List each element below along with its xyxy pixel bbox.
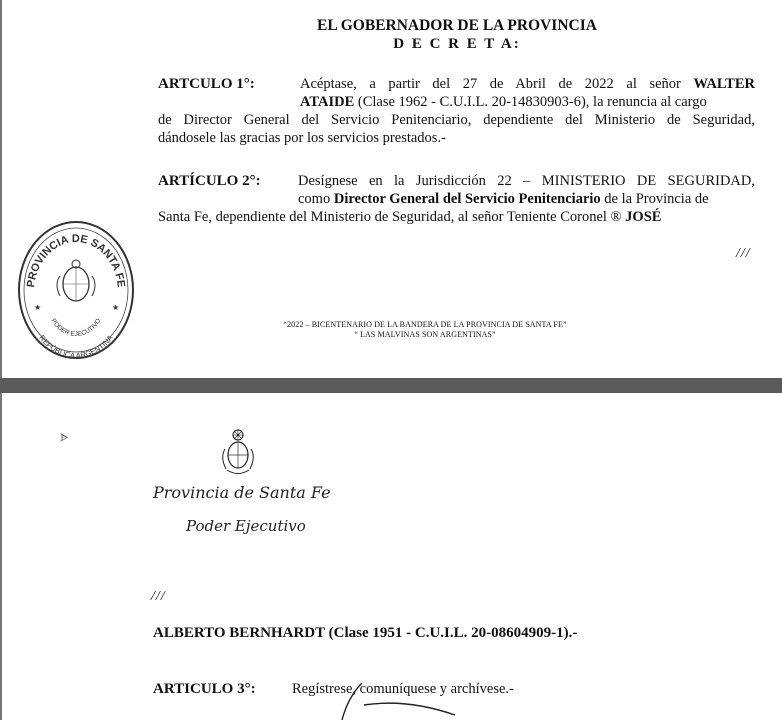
scan-speck: ᗌ [60,431,69,445]
article-2-text: Santa Fe, dependiente del Ministerio de Seguridad, al señor Teniente Coronel ® [158,209,626,225]
article-2-line-3 [158,209,661,226]
article-1-line-1 [300,76,755,93]
appointee-name-line: ALBERTO BERNHARDT (Clase 1951 - C.U.I.L. 20-08604909-1).- [153,625,578,641]
continuation-mark: /// [151,589,166,604]
seal-bottom-text: REPÚBLICA ARGENTINA [37,333,115,361]
letterhead-province: Provincia de Santa Fe [153,483,331,502]
article-2-line-2 [298,191,709,208]
article-1-label: ARTCULO 1°: [158,76,255,92]
decree-subheading: D E C R E T A: [393,36,521,52]
person-name-first: WALTER [693,76,755,92]
article-3-label: ARTICULO 3°: [153,681,256,697]
article-2-label: ARTÍCULO 2°: [158,173,261,189]
official-seal-stamp [14,214,138,364]
letterhead-executive: Poder Ejecutivo [186,517,306,535]
seal-middle-text: PODER EJECUTIVO [49,317,103,339]
footer-line-1: “2022 – BICENTENARIO DE LA BANDERA DE LA PROVINCIA DE SANTA FE” [283,320,567,329]
article-1-line-2 [300,94,707,111]
seal-top-text: PROVINCIA DE SANTA FE [25,232,127,289]
article-1-line-3: de Director General del Servicio Penitenciario, dependiente del Ministerio de Seguridad, [158,112,755,128]
continuation-mark: /// [736,246,751,261]
article-1-line-4: dándosele las gracias por los servicios prestados.- [158,130,446,146]
article-1-text: Acéptase, a partir del 27 de Abril de 2022 al señor [300,76,681,92]
article-1-text: (Clase 1962 - C.U.I.L. 20-14830903-6), la renuncia al cargo [354,94,707,110]
page-edge [0,0,2,378]
position-title: Director General del Servicio Penitenciario [333,191,601,207]
person-name-first: JOSÉ [625,209,662,225]
svg-text:★: ★ [112,303,120,312]
page-edge [0,393,2,720]
article-2-text: de la Provincia de [600,191,709,207]
svg-text:★: ★ [34,303,42,312]
document-page-2 [0,393,782,720]
coat-of-arms-emblem [218,425,258,477]
footer-line-2: “ LAS MALVINAS SON ARGENTINAS” [354,330,496,339]
article-2-text: como [298,191,334,207]
article-2-line-1: Desígnese en la Jurisdicción 22 – MINISTERIO DE SEGURIDAD, [298,173,755,189]
decree-heading: EL GOBERNADOR DE LA PROVINCIA [317,17,597,34]
signature-mark [330,675,470,720]
article-3-text: Regístrese, comuníquese y archívese.- [292,681,514,697]
person-name-last: ATAIDE [300,94,355,110]
